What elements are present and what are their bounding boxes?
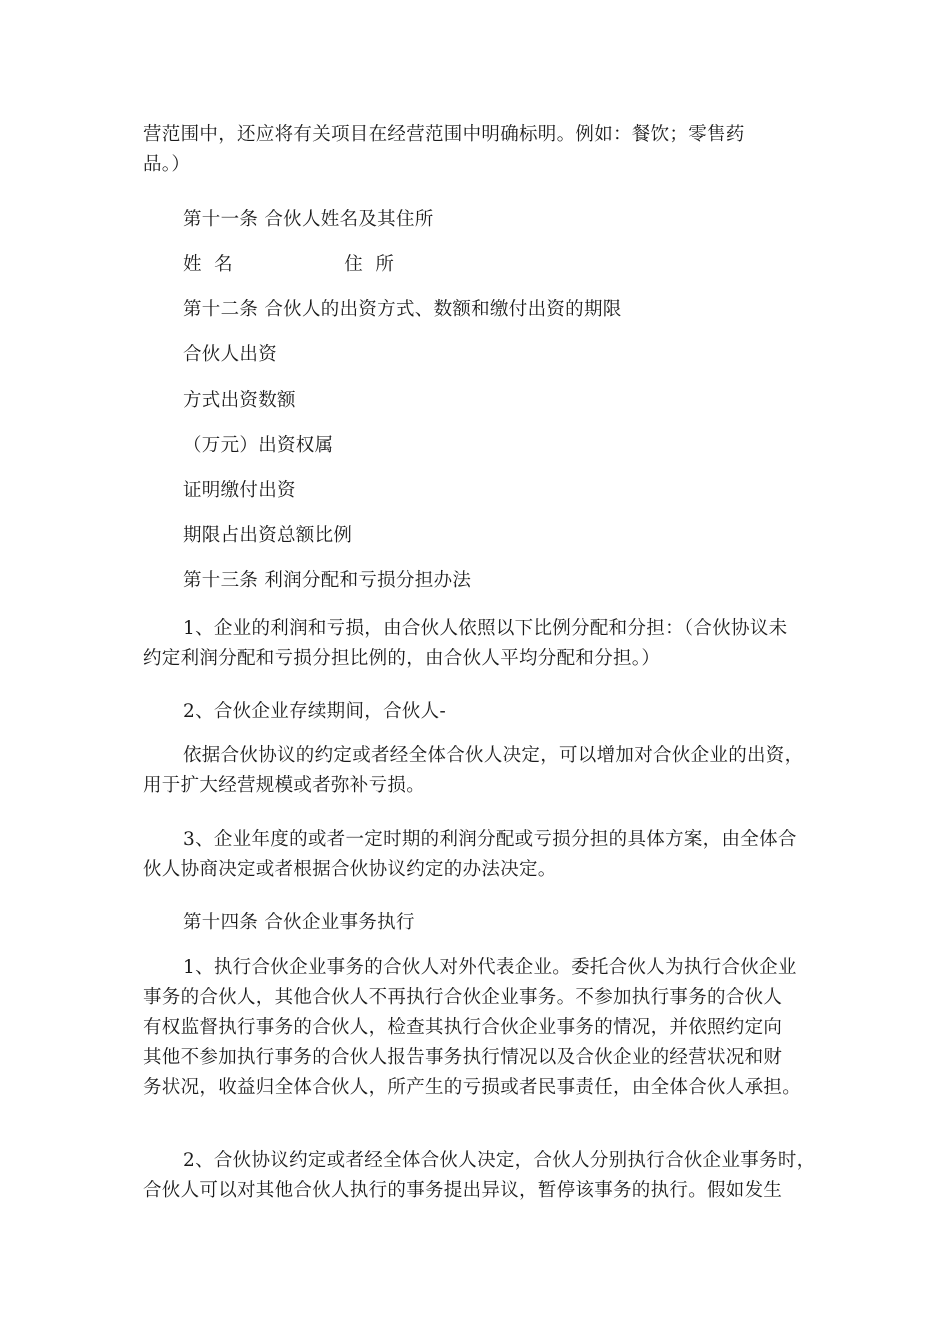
paragraph-partner-during-term (183, 697, 863, 727)
text-line: 第十一条 合伙人姓名及其住所 (183, 209, 434, 230)
text-line: 合伙人可以对其他合伙人执行的事务提出异议，暂停该事务的执行。假如发生 (143, 1180, 783, 1201)
text-line: 事务的合伙人，其他合伙人不再执行合伙企业事务。不参加执行事务的合伙人 (143, 987, 783, 1008)
text-line: 1、执行合伙企业事务的合伙人对外代表企业。委托合伙人为执行合伙企业 (183, 957, 797, 978)
text-line: 约定利润分配和亏损分担比例的，由合伙人平均分配和分担。） (143, 648, 661, 669)
text-line: 期限占出资总额比例 (183, 525, 353, 546)
text-line: 品。） (143, 154, 191, 175)
paragraph-distribution-plan (143, 825, 823, 885)
text-line: 合伙人出资 (183, 344, 278, 365)
table-header-method-amount (183, 386, 863, 416)
paragraph-business-scope-continued (143, 120, 823, 180)
text-line: 依据合伙协议的约定或者经全体合伙人决定，可以增加对合伙企业的出资， (183, 745, 804, 766)
paragraph-separate-execution (143, 1146, 823, 1206)
text-line: 第十四条 合伙企业事务执行 (183, 912, 415, 933)
text-line: 营范围中，还应将有关项目在经营范围中明确标明。例如：餐饮；零售药 (143, 124, 745, 145)
heading-article-12 (183, 295, 863, 325)
text-line: 姓 名 住 所 (183, 254, 395, 275)
table-header-term-ratio (183, 521, 863, 551)
text-line: 务状况，收益归全体合伙人，所产生的亏损或者民事责任，由全体合伙人承担。 (143, 1077, 802, 1098)
paragraph-profit-loss-ratio (143, 614, 823, 674)
heading-article-13 (183, 566, 863, 596)
table-header-partner-contribution (183, 340, 863, 370)
table-header-proof-payment (183, 476, 863, 506)
text-line: （万元）出资权属 (183, 435, 334, 456)
text-line: 伙人协商决定或者根据合伙协议约定的办法决定。 (143, 859, 557, 880)
text-line: 3、企业年度的或者一定时期的利润分配或亏损分担的具体方案，由全体合 (183, 829, 797, 850)
table-header-unit-ownership (183, 431, 863, 461)
text-line: 有权监督执行事务的合伙人，检查其执行合伙企业事务的情况，并依照约定向 (143, 1017, 783, 1038)
heading-article-11 (183, 205, 863, 235)
text-line: 用于扩大经营规模或者弥补亏损。 (143, 775, 426, 796)
text-line: 2、合伙协议约定或者经全体合伙人决定，合伙人分别执行合伙企业事务时， (183, 1150, 816, 1171)
text-line: 方式出资数额 (183, 390, 296, 411)
text-line: 第十二条 合伙人的出资方式、数额和缴付出资的期限 (183, 299, 622, 320)
heading-article-14 (183, 908, 863, 938)
paragraph-increase-contribution (143, 741, 823, 801)
partner-name-address-header (183, 250, 863, 280)
text-line: 第十三条 利润分配和亏损分担办法 (183, 570, 472, 591)
text-line: 证明缴付出资 (183, 480, 296, 501)
text-line: 其他不参加执行事务的合伙人报告事务执行情况以及合伙企业的经营状况和财 (143, 1047, 783, 1068)
paragraph-executing-partner (143, 953, 823, 1103)
text-line: 2、合伙企业存续期间，合伙人- (183, 701, 447, 722)
text-line: 1、企业的利润和亏损，由合伙人依照以下比例分配和分担：（合伙协议未 (183, 618, 788, 639)
